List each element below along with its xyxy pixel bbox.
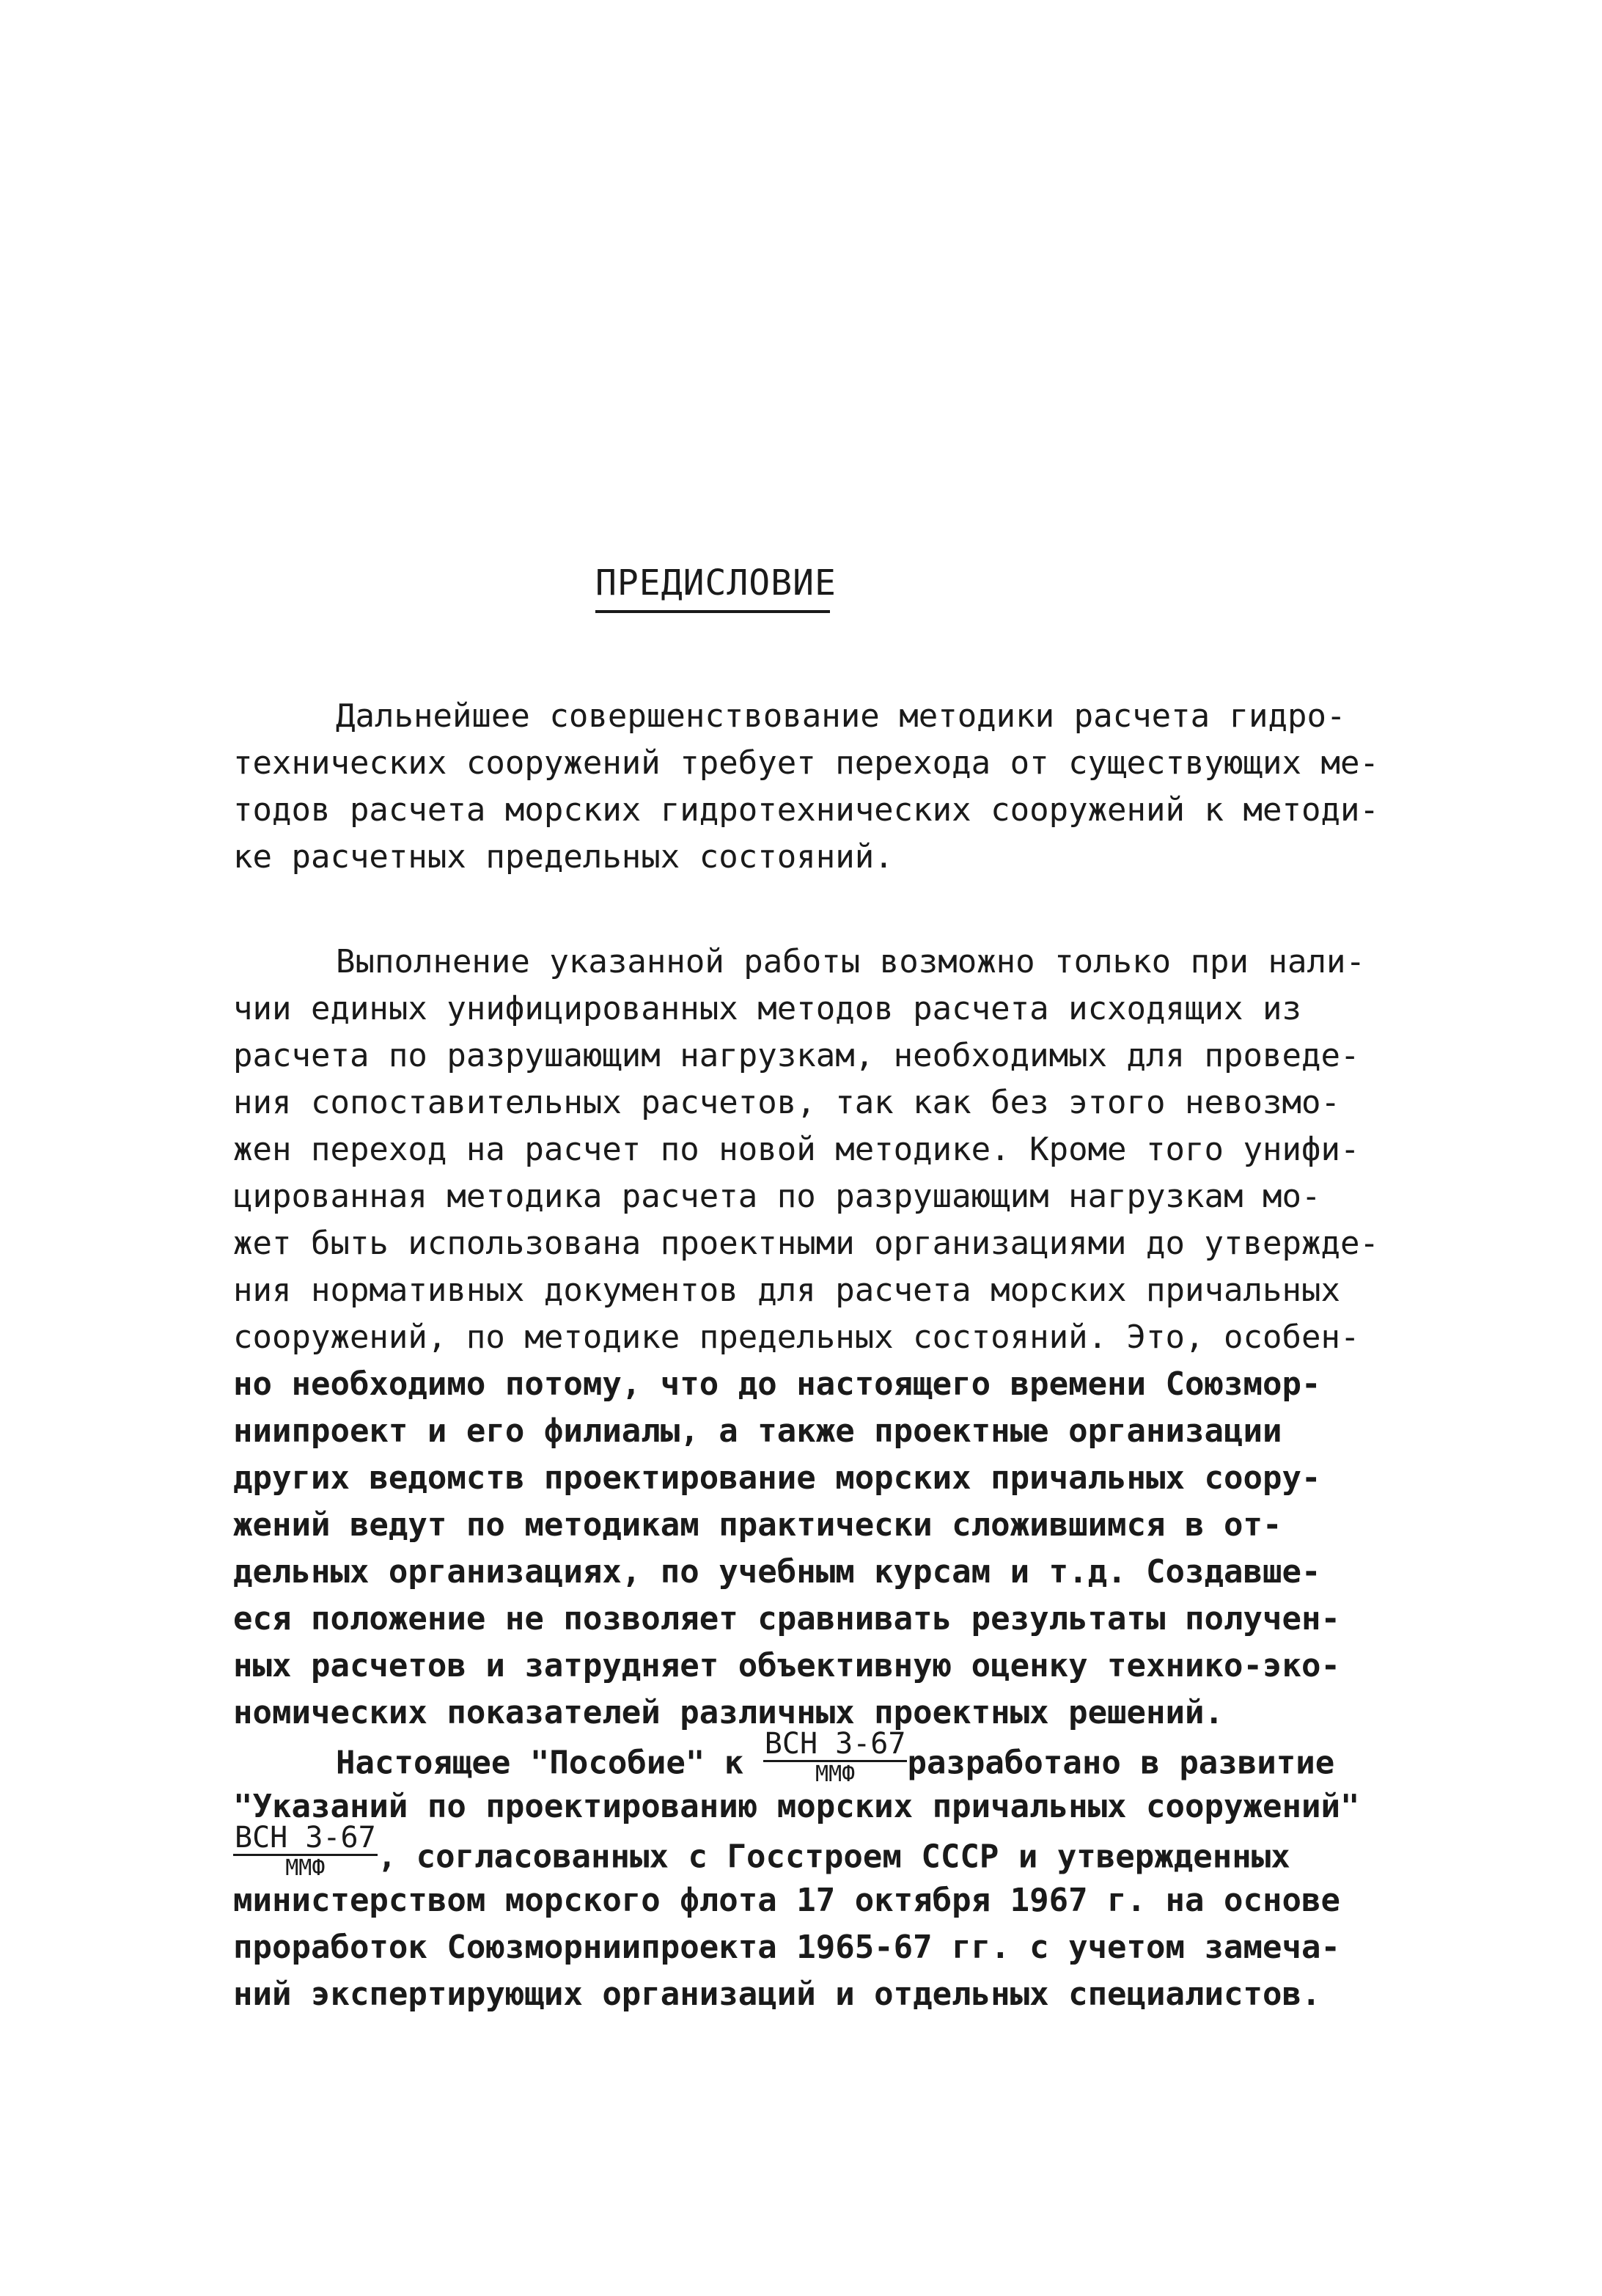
fraction-denominator: ММФ (285, 1855, 326, 1881)
text-segment: , согласованных с Госстроем СССР и утвержденных (377, 1838, 1290, 1876)
text-line: "Указаний по проектированию морских причальных сооружений" (233, 1788, 1360, 1825)
heading-underline (595, 610, 830, 613)
text-line: жен переход на расчет по новой методике. Кроме того унифи- (233, 1131, 1360, 1168)
text-segment: разработано в развитие (907, 1744, 1335, 1782)
text-line: ных расчетов и затрудняет объективную оценку технико-эко- (233, 1647, 1340, 1684)
page-heading: ПРЕДИСЛОВИЕ (595, 562, 837, 604)
text-line: еся положение не позволяет сравнивать результаты получен- (233, 1600, 1340, 1637)
text-line: тодов расчета морских гидротехнических сооружений к методи- (233, 791, 1379, 829)
text-line: чии единых унифицированных методов расчета исходящих из (233, 990, 1301, 1027)
fraction-denominator: ММФ (815, 1761, 856, 1787)
document-code-fraction (763, 1729, 908, 1786)
text-line: проработок Союзморниипроекта 1965-67 гг. с учетом замеча- (233, 1929, 1340, 1966)
text-line: жет быть использована проектными организациями до утвержде- (233, 1225, 1379, 1262)
text-line: Выполнение указанной работы возможно только при нали- (336, 943, 1365, 980)
text-segment: Настоящее "Пособие" к (336, 1744, 763, 1782)
text-line: дельных организациях, по учебным курсам и т.д. Создавше- (233, 1553, 1321, 1591)
text-line: расчета по разрушающим нагрузкам, необходимых для проведе- (233, 1037, 1360, 1074)
text-line: Дальнейшее совершенствование методики расчета гидро- (336, 697, 1346, 735)
text-line: жений ведут по методикам практически сложившимся в от- (233, 1506, 1282, 1544)
text-line (233, 1821, 1421, 1881)
text-line: но необходимо потому, что до настоящего времени Союзмор- (233, 1365, 1321, 1403)
text-line: сооружений, по методике предельных состояний. Это, особен- (233, 1318, 1360, 1356)
paragraph-intro (233, 693, 1421, 881)
text-line: ке расчетных предельных состояний. (233, 838, 894, 876)
text-line: цированная методика расчета по разрушающим нагрузкам мо- (233, 1178, 1321, 1215)
text-line: ниипроект и его филиалы, а также проектные организации (233, 1412, 1282, 1450)
paragraph-body (233, 939, 1421, 1736)
text-line: ния нормативных документов для расчета морских причальных (233, 1272, 1340, 1309)
fraction-numerator: ВСН 3-67 (764, 1727, 906, 1761)
text-line: других ведомств проектирование морских причальных соору- (233, 1459, 1321, 1497)
text-line: министерством морского флота 17 октября 1967 г. на основе (233, 1882, 1340, 1919)
text-line: номических показателей различных проектных решений. (233, 1694, 1224, 1731)
text-line (233, 1727, 1421, 1787)
text-line: технических сооружений требует перехода от существующих ме- (233, 744, 1379, 782)
text-line: ний экспертирующих организаций и отдельных специалистов. (233, 1976, 1321, 2013)
document-code-fraction (233, 1823, 378, 1879)
fraction-numerator: ВСН 3-67 (235, 1821, 376, 1855)
text-line: ния сопоставительных расчетов, так как без этого невозмо- (233, 1084, 1340, 1121)
paragraph-closing (233, 1727, 1421, 2018)
